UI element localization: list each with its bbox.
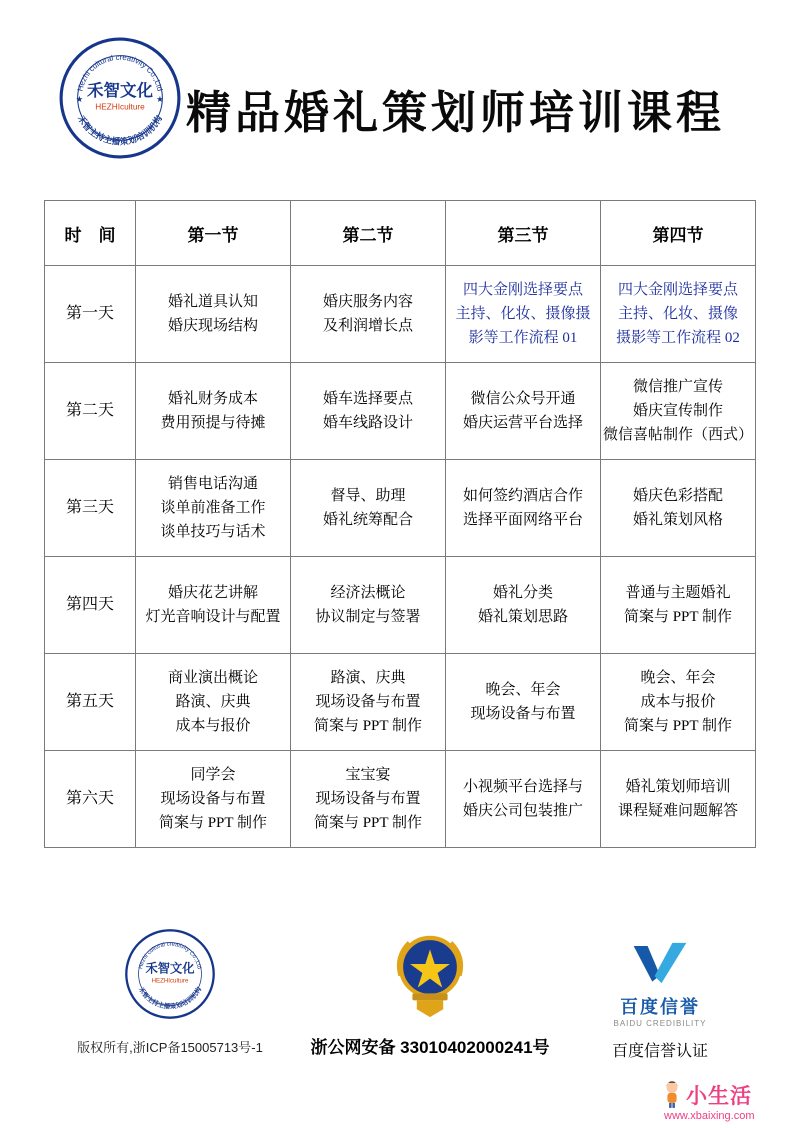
col-header-time: 时 间 (45, 201, 136, 266)
course-cell (446, 557, 601, 654)
course-cell (446, 460, 601, 557)
course-line: 主持、化妆、摄像摄 (455, 306, 591, 322)
day-label: 第三天 (45, 460, 136, 557)
course-line: 婚礼财务成本 (167, 391, 258, 407)
course-cell (291, 557, 446, 654)
course-line: 婚庆宣传制作 (632, 403, 723, 419)
course-cell (291, 654, 446, 751)
course-cell (291, 266, 446, 363)
course-line: 现场设备与布置 (315, 694, 421, 710)
company-logo (58, 36, 182, 160)
logo-arc-bottom-text: 禾智主持主播策划培训机构 (75, 113, 165, 147)
course-line: 婚礼统筹配合 (322, 512, 413, 528)
course-line: 销售电话沟通 (167, 476, 258, 492)
day-label: 第五天 (45, 654, 136, 751)
course-line: 婚礼道具认知 (167, 294, 258, 310)
course-line: 摄影等工作流程 02 (616, 330, 740, 346)
baidu-credibility-cn: 百度信誉 (620, 997, 700, 1017)
day-label: 第四天 (45, 557, 136, 654)
table-row (45, 266, 756, 363)
course-line: 简案与 PPT 制作 (623, 718, 733, 734)
course-line: 主持、化妆、摄像 (617, 306, 738, 322)
course-line: 如何签约酒店合作 (462, 488, 583, 504)
logo-arc-top-text: Hezhi cultural creativity Co.,Ltd (75, 52, 165, 93)
course-cell (601, 460, 756, 557)
course-line: 现场设备与布置 (315, 791, 421, 807)
course-line: 督导、助理 (330, 488, 406, 504)
course-line: 简案与 PPT 制作 (313, 718, 423, 734)
course-line: 婚礼分类 (492, 585, 553, 601)
course-line: 成本与报价 (640, 694, 716, 710)
course-line: 晚会、年会 (640, 670, 716, 686)
baidu-cert-text: 百度信誉认证 (611, 1043, 708, 1060)
table-header-row (45, 201, 756, 266)
course-cell (136, 654, 291, 751)
police-badge-icon (390, 930, 470, 1018)
course-line: 婚礼策划师培训 (625, 779, 731, 795)
course-cell (136, 363, 291, 460)
day-label: 第六天 (45, 751, 136, 848)
course-cell (136, 460, 291, 557)
course-line: 选择平面网络平台 (462, 512, 583, 528)
page-title: 精品婚礼策划师培训课程 (186, 87, 726, 138)
copyright-text: 版权所有,浙ICP备15005713号-1 (77, 1040, 263, 1055)
logo-name-cn: 禾智文化 (86, 80, 154, 100)
course-line: 微信公众号开通 (470, 391, 576, 407)
day-label: 第一天 (45, 266, 136, 363)
course-line: 商业演出概论 (167, 670, 258, 686)
course-line: 课程疑难问题解答 (617, 803, 738, 819)
course-line: 小视频平台选择与 (462, 779, 583, 795)
col-header-session-3: 第三节 (446, 201, 601, 266)
course-line: 婚庆运营平台选择 (462, 415, 583, 431)
course-line: 婚庆色彩搭配 (632, 488, 723, 504)
table-row (45, 751, 756, 848)
course-cell (446, 751, 601, 848)
course-line: 现场设备与布置 (470, 706, 576, 722)
day-label: 第二天 (45, 363, 136, 460)
course-line: 谈单技巧与话术 (160, 524, 266, 540)
course-line: 路演、庆典 (175, 694, 251, 710)
baidu-credibility-icon (629, 940, 691, 986)
logo-name-cn: 禾智文化 (145, 961, 195, 976)
course-cell (601, 266, 756, 363)
logo-name-en: HEZHIculture (151, 977, 189, 985)
course-line: 婚礼策划思路 (477, 609, 568, 625)
course-line: 路演、庆典 (330, 670, 406, 686)
course-line: 微信喜帖制作（西式） (603, 427, 754, 443)
course-cell (601, 363, 756, 460)
course-cell (446, 654, 601, 751)
course-line: 成本与报价 (175, 718, 251, 734)
baidu-credibility-en: BAIDU CREDIBILITY (613, 1019, 707, 1028)
course-line: 晚会、年会 (485, 682, 561, 698)
course-cell (291, 460, 446, 557)
course-cell (136, 557, 291, 654)
col-header-session-1: 第一节 (136, 201, 291, 266)
course-cell (601, 751, 756, 848)
course-cell (446, 266, 601, 363)
course-line: 婚车选择要点 (322, 391, 413, 407)
course-cell (291, 751, 446, 848)
logo-arc-top-text: Hezhi cultural creativity Co.,Ltd (138, 941, 202, 970)
course-line: 婚庆服务内容 (322, 294, 413, 310)
col-header-session-2: 第二节 (291, 201, 446, 266)
course-line: 协议制定与签署 (315, 609, 421, 625)
police-record-number: 浙公网安备 33010402000241号 (310, 1038, 550, 1057)
course-cell (601, 557, 756, 654)
logo-arc-bottom-text: 禾智主持主播策划培训机构 (136, 986, 204, 1011)
footer-left (40, 928, 300, 1056)
course-line: 婚车线路设计 (322, 415, 413, 431)
course-cell (136, 266, 291, 363)
course-line: 婚庆花艺讲解 (167, 585, 258, 601)
course-line: 谈单前准备工作 (160, 500, 266, 516)
table-row (45, 363, 756, 460)
course-line: 婚礼策划风格 (632, 512, 723, 528)
mascot-icon (662, 1080, 682, 1110)
course-line: 宝宝宴 (345, 767, 391, 783)
logo-star-right-icon: ★ (156, 95, 164, 105)
course-line: 及利润增长点 (322, 318, 413, 334)
course-line: 灯光音响设计与配置 (145, 609, 281, 625)
logo-name-en: HEZHIculture (95, 102, 145, 112)
course-cell (601, 654, 756, 751)
course-line: 影等工作流程 01 (468, 330, 578, 346)
watermark-site-name: 小生活 (686, 1085, 752, 1108)
course-cell (136, 751, 291, 848)
footer-company-logo (124, 928, 216, 1020)
course-line: 简案与 PPT 制作 (623, 609, 733, 625)
footer-middle (300, 930, 560, 1058)
table-row (45, 460, 756, 557)
course-line: 婚庆现场结构 (167, 318, 258, 334)
col-header-session-4: 第四节 (601, 201, 756, 266)
course-line: 微信推广宣传 (632, 379, 723, 395)
watermark-site-url: www.xbaixing.com (664, 1110, 755, 1122)
course-table (44, 200, 756, 848)
site-watermark (662, 1080, 792, 1122)
table-row (45, 654, 756, 751)
logo-star-left-icon: ★ (75, 95, 83, 105)
course-line: 简案与 PPT 制作 (158, 815, 268, 831)
course-cell (291, 363, 446, 460)
course-line: 同学会 (190, 767, 236, 783)
course-line: 经济法概论 (330, 585, 406, 601)
course-cell (446, 363, 601, 460)
course-line: 简案与 PPT 制作 (313, 815, 423, 831)
footer-right (565, 940, 755, 1061)
course-line: 现场设备与布置 (160, 791, 266, 807)
table-row (45, 557, 756, 654)
course-line: 四大金刚选择要点 (462, 282, 583, 298)
course-line: 费用预提与待摊 (160, 415, 266, 431)
course-line: 婚庆公司包装推广 (462, 803, 583, 819)
course-line: 四大金刚选择要点 (617, 282, 738, 298)
course-line: 普通与主题婚礼 (625, 585, 731, 601)
